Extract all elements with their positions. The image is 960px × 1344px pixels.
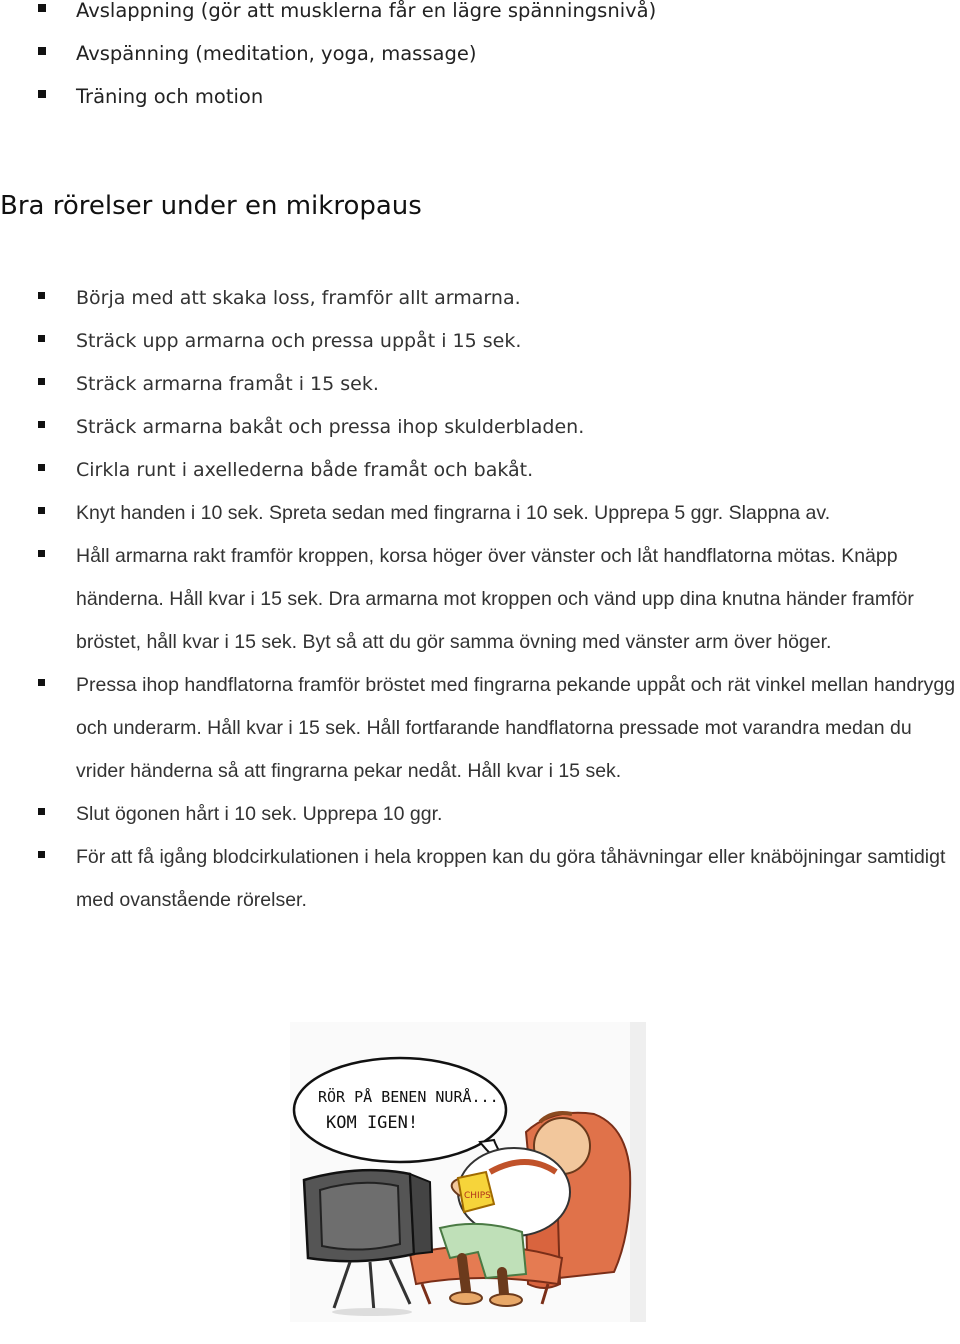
list-item-text: Cirkla runt i axellederna både framåt och bakåt. xyxy=(76,459,534,481)
list-item xyxy=(0,75,960,118)
square-bullet-icon xyxy=(38,464,45,471)
list-item-text: Pressa ihop handflatorna framför bröstet med fingrarna pekande uppåt och rät vinkel mellan handrygg och underarm. Håll kvar i 15 sek. Håll fortfarande handflatorna pressade mot varandra medan du vrider händerna så att fingrarna pekar nedåt. Håll kvar i 15 sek. xyxy=(76,674,956,782)
cartoon-illustration xyxy=(290,1022,646,1322)
chips-label: CHIPS xyxy=(464,1191,491,1201)
list-item-text: För att få igång blodcirkulationen i hela kroppen kan du göra tåhävningar eller knäböjningar samtidigt med ovanstående rörelser. xyxy=(76,846,946,911)
section-heading: Bra rörelser under en mikropaus xyxy=(0,191,422,221)
couch-potato-cartoon xyxy=(290,1022,646,1322)
exercise-list-detailed xyxy=(0,492,960,922)
speech-line-1: RÖR PÅ BENEN NURÅ... xyxy=(318,1088,499,1106)
square-bullet-icon xyxy=(38,4,46,12)
list-item-text: Sträck upp armarna och pressa uppåt i 15 sek. xyxy=(76,330,522,352)
list-item-text: Avspänning (meditation, yoga, massage) xyxy=(76,42,477,65)
list-item xyxy=(0,0,960,32)
list-item xyxy=(0,793,960,836)
square-bullet-icon xyxy=(38,292,45,299)
exercise-list-basic xyxy=(0,277,960,492)
list-item-text: Slut ögonen hårt i 10 sek. Upprepa 10 ggr. xyxy=(76,803,443,825)
list-item xyxy=(0,535,960,664)
square-bullet-icon xyxy=(38,507,45,514)
tv-screen xyxy=(320,1183,400,1250)
list-item-text: Sträck armarna framåt i 15 sek. xyxy=(76,373,379,395)
list-item xyxy=(0,836,960,922)
square-bullet-icon xyxy=(38,679,45,686)
square-bullet-icon xyxy=(38,378,45,385)
square-bullet-icon xyxy=(38,47,46,55)
list-item xyxy=(0,449,960,492)
list-item-text: Börja med att skaka loss, framför allt armarna. xyxy=(76,287,521,309)
list-item xyxy=(0,32,960,75)
square-bullet-icon xyxy=(38,335,45,342)
square-bullet-icon xyxy=(38,421,45,428)
list-item-text: Sträck armarna bakåt och pressa ihop skulderbladen. xyxy=(76,416,585,438)
list-item xyxy=(0,277,960,320)
top-bullet-list xyxy=(0,0,960,118)
list-item xyxy=(0,664,960,793)
list-item-text: Knyt handen i 10 sek. Spreta sedan med fingrarna i 10 sek. Upprepa 5 ggr. Slappna av. xyxy=(76,502,831,524)
list-item xyxy=(0,492,960,535)
speech-line-2: KOM IGEN! xyxy=(326,1113,419,1133)
list-item-text: Träning och motion xyxy=(76,85,264,108)
list-item xyxy=(0,363,960,406)
square-bullet-icon xyxy=(38,90,46,98)
speech-bubble xyxy=(294,1058,506,1162)
square-bullet-icon xyxy=(38,851,45,858)
square-bullet-icon xyxy=(38,550,45,557)
list-item xyxy=(0,406,960,449)
square-bullet-icon xyxy=(38,808,45,815)
list-item-text: Avslappning (gör att musklerna får en lägre spänningsnivå) xyxy=(76,0,657,22)
list-item-text: Håll armarna rakt framför kroppen, korsa höger över vänster och låt handflatorna mötas. Knäpp händerna. Håll kvar i 15 sek. Dra armarna mot kroppen och vänd upp dina knutna händer framför bröstet, håll kvar i 15 sek. Byt så att du gör samma övning med vänster arm över höger. xyxy=(76,545,914,653)
list-item xyxy=(0,320,960,363)
